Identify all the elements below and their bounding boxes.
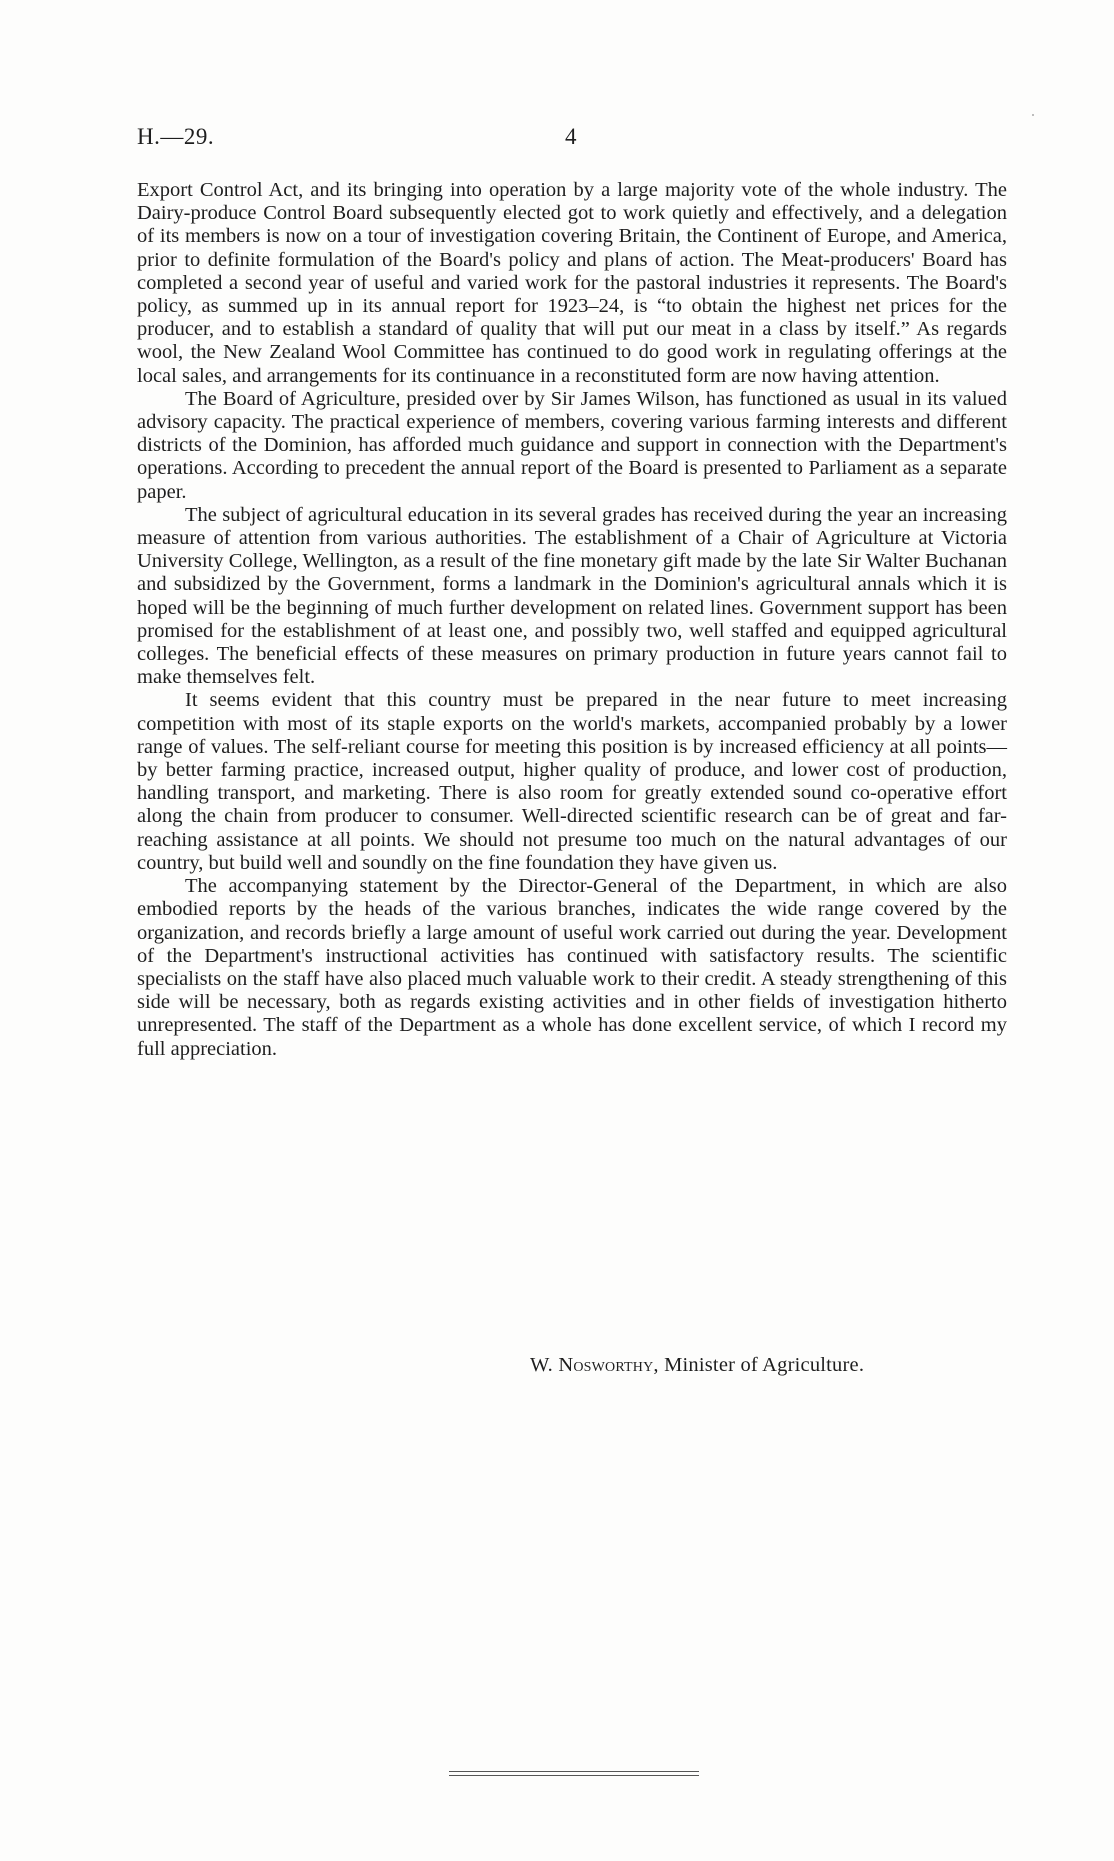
document-number: H.—29. [137, 124, 215, 149]
page-header [137, 124, 1007, 156]
page-number: 4 [565, 124, 577, 149]
signatory-title: Minister of Agriculture. [664, 1354, 865, 1376]
signature-line [530, 1352, 1010, 1378]
rule-line-bottom [449, 1775, 699, 1776]
paragraph-agricultural-education: The subject of agricultural education in its several grades has received during the year an increasing measure of attention from various authorities. The establishment of a Chair of Agriculture at Victoria University College, Wellington, as a result of the fine monetary gift made by the late Sir Walter Buchanan and subsidized by the Government, forms a landmark in the Dominion's agricultural annals which it is hoped will be the beginning of much further development on related lines. Government support has been promised for the establishment of at least one, and possibly two, well staffed and equipped agricultural colleges. The beneficial effects of these measures on primary production in future years cannot fail to make themselves felt. [137, 503, 1007, 689]
scan-speck [1032, 114, 1034, 116]
closing-double-rule [449, 1771, 699, 1777]
paragraph-export-control: Export Control Act, and its bringing into operation by a large majority vote of the whole industry. The Dairy-produce Control Board subsequently elected got to work quietly and effectively, and a delegation of its members is now on a tour of investigation covering Britain, the Continent of Europe, and America, prior to definite formulation of the Board's policy and plans of action. The Meat-producers' Board has completed a second year of useful and varied work for the pastoral industries it represents. The Board's policy, as summed up in its annual report for 1923–24, is “to obtain the highest net prices for the producer, and to establish a standard of quality that will put our meat in a class by itself.” As regards wool, the New Zealand Wool Committee has continued to do good work in regulating offerings at the local sales, and arrangements for its continuance in a reconstituted form are now having attention. [137, 179, 1007, 387]
body-text [137, 179, 1007, 1061]
rule-line-top [449, 1771, 699, 1772]
signatory-name: W. Nosworthy, [530, 1354, 659, 1376]
paragraph-director-general-statement: The accompanying statement by the Director-General of the Department, in which are also embodied reports by the heads of the various branches, indicates the wide range covered by the organization, and records briefly a large amount of useful work carried out during the year. Development of the Department's instructional activities has continued with satisfactory results. The scientific specialists on the staff have also placed much valuable work to their credit. A steady strengthening of this side will be necessary, both as regards existing activities and in other fields of investigation hitherto unrepresented. The staff of the Department as a whole has done excellent service, of which I record my full appreciation. [137, 875, 1007, 1060]
paragraph-board-of-agriculture: The Board of Agriculture, presided over by Sir James Wilson, has functioned as usual in its valued advisory capacity. The practical experience of members, covering various farming interests and different districts of the Dominion, has afforded much guidance and support in connection with the Department's operations. According to precedent the annual report of the Board is presented to Parliament as a separate paper. [137, 387, 1007, 503]
paragraph-competition: It seems evident that this country must be prepared in the near future to meet increasing competition with most of its staple exports on the world's markets, accompanied probably by a lower range of values. The self-reliant course for meeting this position is by increased efficiency at all points—by better farming practice, increased output, higher quality of produce, and lower cost of production, handling transport, and marketing. There is also room for greatly extended sound co-operative effort along the chain from producer to consumer. Well-directed scientific research can be of great and far-reaching assistance at all points. We should not presume too much on the natural advantages of our country, but build well and soundly on the fine foundation they have given us. [137, 689, 1007, 874]
